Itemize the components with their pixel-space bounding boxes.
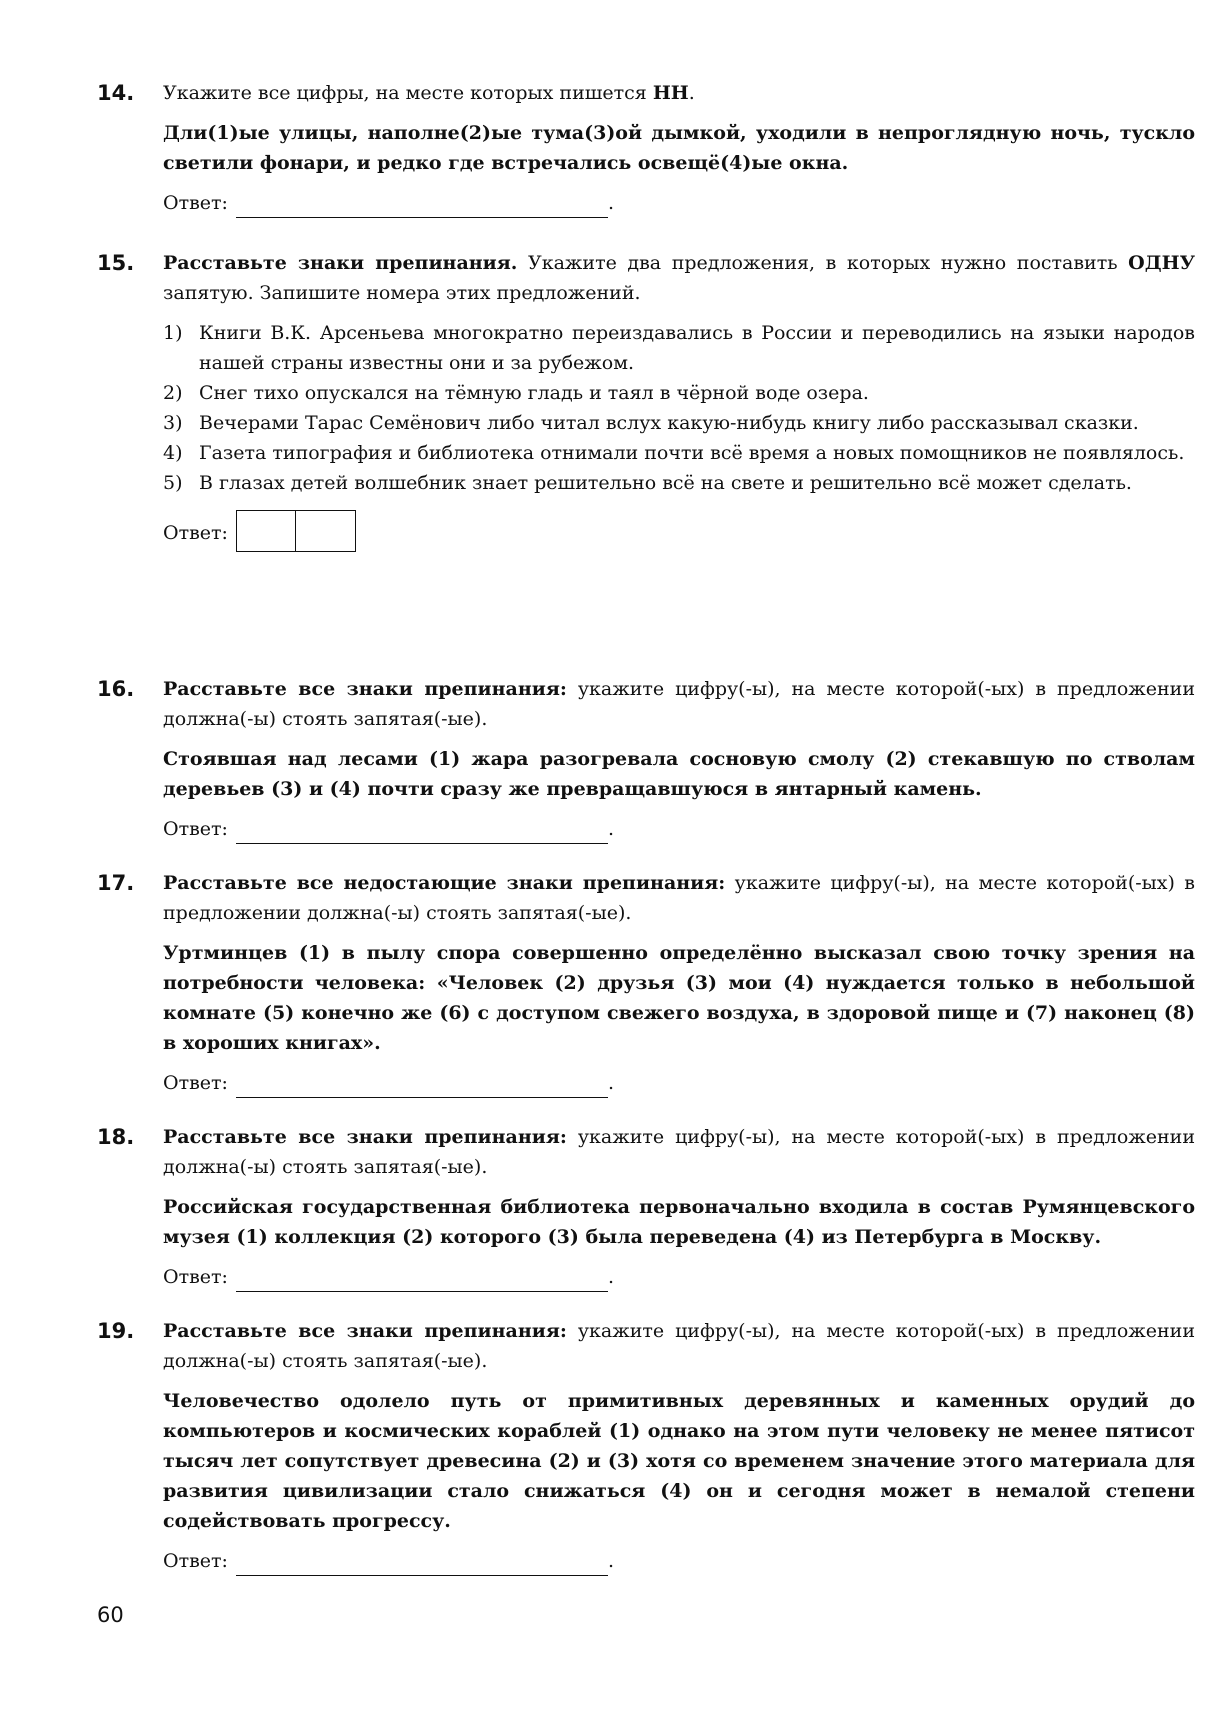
task-sentence: Человечество одолело путь от примитивных деревянных и каменных орудий до компьютеров и космических кораблей (1) однако на этом пути человеку не менее пятисот тысяч лет сопутствует древесина (2) и (3) хотя со временем значение этого материала для развития цивилизации стало снижаться (4) он и сегодня может в немалой степени содействовать прогрессу. [163, 1390, 1195, 1532]
option-item: 4) Газета типография и библиотека отнимали почти всё время а новых помощников не появлялось. [163, 442, 1185, 464]
option-item: 2) Снег тихо опускался на тёмную гладь и таял в чёрной воде озера. [163, 382, 869, 404]
task-number: 18. [97, 1125, 135, 1149]
task-number: 19. [97, 1319, 135, 1343]
task-instruction: Расставьте все знаки препинания: укажите цифру(-ы), на месте которой(-ых) в предложении должна(-ы) стоять запятая(-ые). [163, 1320, 1195, 1372]
answer-label: Ответ: [163, 1266, 228, 1288]
answer-row: Ответ: . [163, 1068, 1195, 1098]
task-number: 15. [97, 251, 135, 275]
task-sentence: Российская государственная библиотека первоначально входила в состав Румянцевского музея (1) коллекция (2) которого (3) была переведена (4) из Петербурга в Москву. [163, 1196, 1195, 1248]
answer-line[interactable] [236, 1075, 608, 1098]
answer-line[interactable] [236, 821, 608, 844]
answer-box-1[interactable] [236, 510, 296, 552]
answer-row: Ответ: . [163, 188, 1195, 218]
answer-line[interactable] [236, 1553, 608, 1576]
task-instruction: Расставьте знаки препинания. Укажите два предложения, в которых нужно поставить ОДНУ запятую. Запишите номера этих предложений. [163, 252, 1195, 304]
answer-label: Ответ: [163, 192, 228, 214]
answer-label: Ответ: [163, 1550, 228, 1572]
task-instruction: Расставьте все знаки препинания: укажите цифру(-ы), на месте которой(-ых) в предложении должна(-ы) стоять запятая(-ые). [163, 678, 1195, 730]
task-number: 14. [97, 81, 135, 105]
task-instruction: Расставьте все недостающие знаки препинания: укажите цифру(-ы), на месте которой(-ых) в предложении должна(-ы) стоять запятая(-ые). [163, 872, 1195, 924]
answer-row [163, 510, 1195, 556]
option-item: 1) Книги В.К. Арсеньева многократно переиздавались в России и переводились на языки народов нашей страны известны они и за рубежом. [163, 322, 1195, 374]
option-item: 5) В глазах детей волшебник знает решительно всё на свете и решительно всё может сделать. [163, 472, 1132, 494]
task-number: 17. [97, 871, 135, 895]
task-instruction: Расставьте все знаки препинания: укажите цифру(-ы), на месте которой(-ых) в предложении должна(-ы) стоять запятая(-ые). [163, 1126, 1195, 1178]
answer-label: Ответ: [163, 522, 228, 544]
answer-label: Ответ: [163, 1072, 228, 1094]
option-item: 3) Вечерами Тарас Семёнович либо читал вслух какую-нибудь книгу либо рассказывал сказки. [163, 412, 1139, 434]
answer-label: Ответ: [163, 818, 228, 840]
answer-box-2[interactable] [296, 510, 356, 552]
answer-line[interactable] [236, 1269, 608, 1292]
answer-line[interactable] [236, 195, 608, 218]
answer-row: Ответ: . [163, 814, 1195, 844]
task-instruction: Укажите все цифры, на месте которых пишется НН. [163, 82, 695, 104]
task-sentence: Уртминцев (1) в пылу спора совершенно определённо высказал свою точку зрения на потребности человека: «Человек (2) друзья (3) мои (4) нуждается только в небольшой комнате (5) конечно же (6) с доступом свежего воздуха, в здоровой пище и (7) наконец (8) в хороших книгах». [163, 942, 1195, 1054]
options-list [163, 318, 1195, 498]
answer-boxes [236, 510, 356, 552]
task-sentence: Стоявшая над лесами (1) жара разогревала сосновую смолу (2) стекавшую по стволам деревьев (3) и (4) почти сразу же превращавшуюся в янтарный камень. [163, 748, 1195, 800]
task-sentence: Дли(1)ые улицы, наполне(2)ые тума(3)ой дымкой, уходили в непроглядную ночь, тускло светили фонари, и редко где встречались освещё(4)ые окна. [163, 122, 1195, 174]
answer-row: Ответ: . [163, 1546, 1195, 1576]
answer-row: Ответ: . [163, 1262, 1195, 1292]
task-number: 16. [97, 677, 135, 701]
page-number: 60 [97, 1603, 124, 1627]
